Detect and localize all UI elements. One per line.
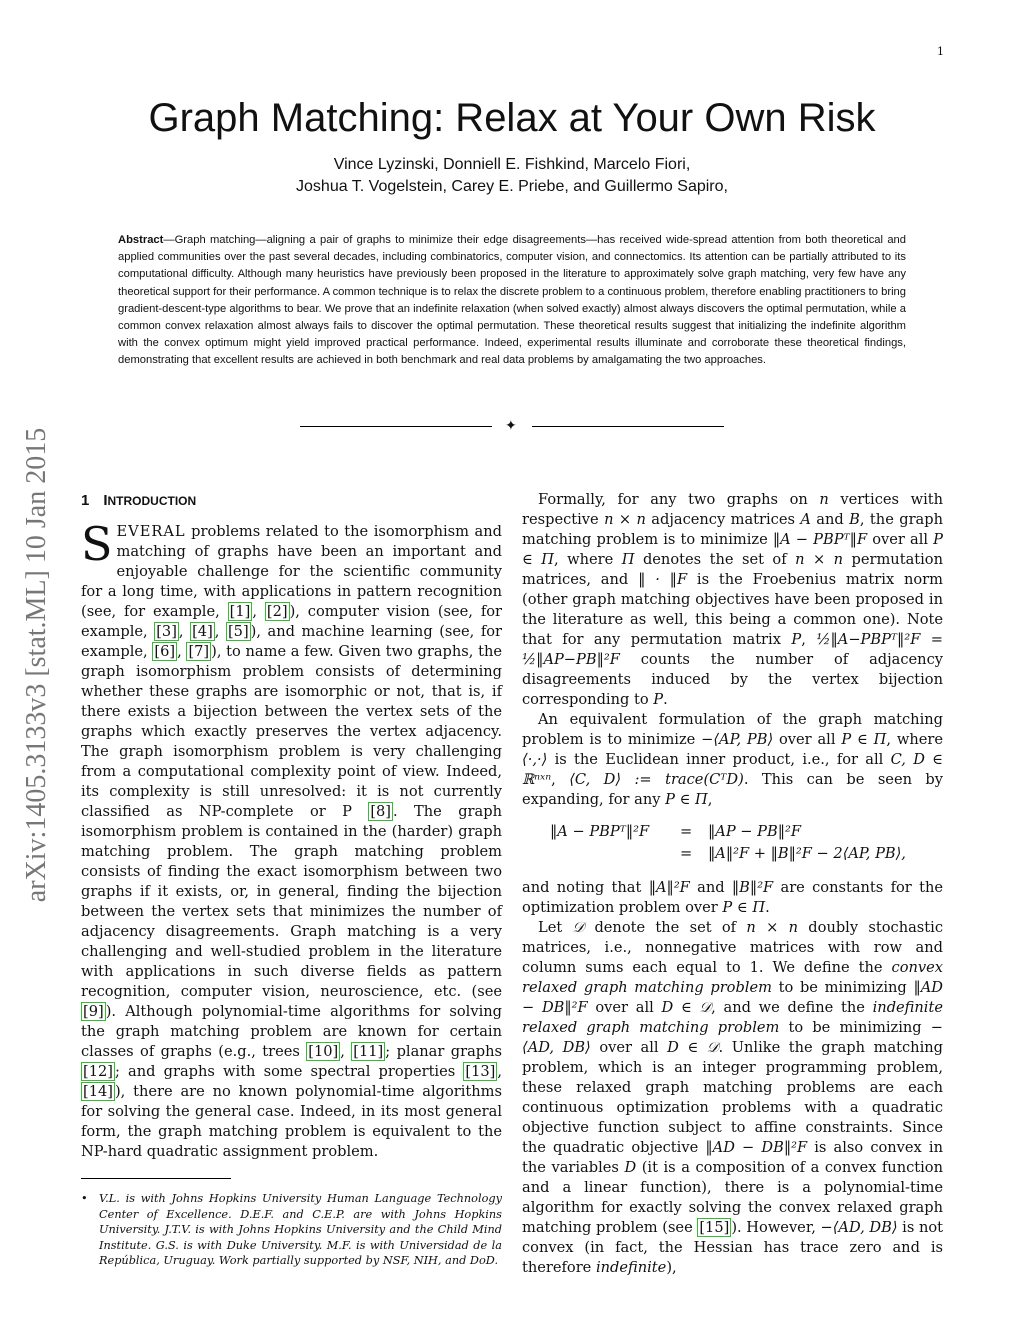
section-divider — [300, 417, 724, 437]
math-inline: P — [791, 631, 802, 648]
equivalent-formulation-paragraph — [522, 710, 943, 810]
text-run: . Unlike the graph matching problem, which is an integer programming problem, these relaxed graph matching problems are each continuous optimization problems with a quadratic objective function subject to affine constraints. Since the quadratic objective — [522, 1039, 943, 1156]
text-run: , — [707, 791, 713, 808]
divider-line-right — [532, 426, 724, 427]
equation-rhs-2: ‖A‖²F + ‖B‖²F − 2⟨AP, PB⟩, — [708, 845, 906, 862]
intro-paragraph: SEVERAL problems related to the isomorphism and matching of graphs have been an important and enjoyable challenge for the scientific community for a long time, with applications in pattern recognition (see, for example, [1] , [2] ), computer vision (see, for example, [3] , [4] , [5] ), and machine learning (see, for example, [6] , [7] ), to name a few. Given two graphs, the graph isomorphism problem consists of determining whether these graphs are isomorphic or not, that is, if there exists a bijection between the vertex sets of the graphs which exactly preserves the vertex adjacency. The graph isomorphism problem is very challenging from a computational complexity point of view. Indeed, its complexity is still unresolved: it is not currently classified as NP-complete or P [8] . The graph isomorphism problem is contained in the (harder) graph matching problem. The graph matching problem consists of finding the exact isomorphism between two graphs if it exists, or, in general, finding the bijection between the vertex sets that minimizes the number of adjacency disagreements. Graph matching is a very challenging and well-studied problem in the literature with applications in such diverse fields as pattern recognition, computer vision, neuroscience, etc. (see [9] ). Although polynomial-time algorithms for solving the graph matching problem are known for certain classes of graphs (e.g., trees [10] , [11] ; planar graphs [12] ; and graphs with some spectral properties [13] , [14] ), there are no known polynomial-time algorithms for solving the general case. Indeed, in its most general form, the graph matching problem is equivalent to the NP-hard quadratic assignment problem. — [81, 517, 503, 1160]
citation-link[interactable]: [9] — [83, 1003, 104, 1020]
relaxation-paragraph — [522, 918, 943, 1278]
math-inline: 𝒟 — [572, 919, 585, 936]
section-title-cap: I — [103, 492, 108, 509]
math-inline: D ∈ 𝒟 — [667, 1039, 719, 1056]
divider-diamond-icon: ✦ — [505, 418, 517, 434]
math-inline: −⟨AD, DB⟩ — [522, 1019, 943, 1056]
citation-link[interactable]: [3] — [156, 623, 177, 640]
text-run: permutation matrices, and — [522, 551, 943, 588]
math-inline: P ∈ Π — [522, 531, 943, 568]
text-run: . The graph isomorphism problem is contained in the (harder) graph matching problem. The graph matching problem consists of finding the exact isomorphism between two graphs if it exists, or, in general, finding the bijection between the vertex sets that minimizes the number of adjacency disagreements. Graph matching is a very challenging and well-studied problem in the literature with applications in such diverse fields as pattern recognition, computer vision, neuroscience, etc. (see — [81, 803, 502, 1000]
abstract-text: —Graph matching—aligning a pair of graphs to minimize their edge disagreements—has received wide-spread attention from both theoretical and applied communities over the past several decades, including combinatorics, computer vision, and connectomics. Its attention can be partially attributed to its computational difficulty. Although many heuristics have previously been proposed in the literature to approximately solve graph matching, very few have any theoretical support for their performance. A common technique is to relax the discrete problem to a continuous problem, therefore enabling practitioners to bring gradient-descent-type algorithms to bear. We prove that an indefinite relaxation (when solved exactly) almost always discovers the optimal permutation, while a common convex relaxation almost always fails to discover the optimal permutation. These theoretical results suggest that initializing the indefinite algorithm with the convex optimum might yield improved practical performance. Indeed, experimental results illuminate and corroborate these theoretical findings, demonstrating that excellent results are achieved in both benchmark and real data problems by amalgamating the two approaches. — [118, 234, 906, 367]
text-run: problems related to the isomorphism and matching of graphs have been an important and enjoyable challenge for the scientific community for a long time, with applications in pattern recognition (see, for example, — [81, 523, 502, 620]
text-run: doubly stochastic matrices, i.e., nonnegative matrices with row and column sums each equal to — [522, 919, 943, 976]
text-run: ), computer vision (see, for example, — [81, 603, 503, 640]
text-run: , — [551, 771, 570, 788]
text-run: and noting that — [522, 879, 649, 896]
emphasized-term: convex relaxed graph matching problem — [522, 959, 944, 996]
text-run: over all — [590, 1039, 668, 1056]
math-inline: ‖ · ‖F — [638, 571, 688, 588]
text-run: Let — [538, 919, 573, 936]
text-run: ). Although polynomial-time algorithms for solving the graph matching problem are known for certain classes of graphs (e.g., trees — [81, 1003, 502, 1060]
math-inline: ‖A − PBPᵀ‖F — [772, 531, 868, 548]
math-inline: ‖AD − DB‖²F — [522, 979, 943, 1016]
citation-link[interactable]: [7] — [188, 643, 210, 660]
dropcap-letter: S — [81, 517, 113, 571]
formal-definition-paragraph — [522, 490, 943, 710]
text-run: , where — [886, 731, 943, 748]
math-inline: −⟨AD, DB⟩ — [820, 1219, 898, 1236]
text-run: Formally, for any two graphs on — [538, 491, 820, 508]
text-run: . — [765, 899, 770, 916]
text-run: , where — [554, 551, 622, 568]
math-inline: C, D ∈ ℝⁿˣⁿ — [522, 751, 943, 788]
constants-paragraph — [522, 878, 943, 918]
section-number: 1 — [81, 492, 90, 509]
math-inline: ‖B‖²F — [731, 879, 774, 896]
text-run: An equivalent formulation of the graph matching problem is to minimize — [522, 711, 943, 748]
text-run: and — [689, 879, 732, 896]
right-column — [522, 490, 943, 1278]
text-run: is the Froebenius matrix norm (other graph matching objectives have been proposed in the literature as well, this being a common one). Note that for any permutation matrix — [522, 571, 943, 648]
citation-link[interactable]: [10] — [308, 1043, 339, 1060]
text-run: ). However, — [731, 1219, 821, 1236]
text-run: vertices with respective — [522, 491, 943, 528]
footnote-rule — [81, 1178, 231, 1179]
citation-link[interactable]: [11] — [353, 1043, 384, 1060]
text-run: over all — [773, 731, 842, 748]
citation-link[interactable]: [6] — [154, 643, 176, 660]
math-inline: ½‖A−PBPᵀ‖²F = ½‖AP−PB‖²F — [522, 631, 944, 668]
authors-line-2: Joshua T. Vogelstein, Carey E. Priebe, and Guillermo Sapiro, — [296, 178, 728, 195]
math-inline: n × n — [746, 919, 799, 936]
text-run: is not convex (in fact, the Hessian has trace zero and is therefore — [522, 1219, 944, 1276]
text-run: ; and graphs with some spectral properties — [114, 1063, 464, 1080]
authors — [0, 154, 1024, 198]
math-inline: P ∈ Π — [722, 899, 766, 916]
footnote-bullet: • — [81, 1192, 88, 1205]
text-run: ), to name a few. Given two graphs, the graph isomorphism problem consists of determining whether these graphs are isomorphic or not, that is, if there exists a bijection between the vertex sets of the graphs which exactly preserves the vertex adjacency. The graph isomorphism problem is very challenging from a computational complexity point of view. Indeed, its complexity is still unresolved: it is not currently classified as NP-complete or P — [81, 643, 502, 820]
math-inline: 1 — [749, 959, 759, 976]
section-heading-introduction — [81, 490, 502, 512]
affiliation-footnote — [81, 1191, 502, 1269]
display-equation — [522, 822, 943, 866]
math-inline: ‖AD − DB‖²F — [705, 1139, 808, 1156]
math-inline: Π — [621, 551, 635, 568]
text-run: over all — [587, 999, 662, 1016]
math-inline: n × n — [604, 511, 646, 528]
citation-link[interactable]: [12] — [83, 1063, 113, 1080]
text-run: denote the set of — [584, 919, 747, 936]
text-run: . — [663, 691, 668, 708]
text-run: ), and machine learning (see, for example, — [81, 623, 502, 660]
text-run: ; planar graphs — [385, 1043, 502, 1060]
text-run: is also convex in the variables — [522, 1139, 943, 1176]
text-run: over all — [867, 531, 934, 548]
first-word-rest: EVERAL — [116, 523, 186, 540]
citation-link[interactable]: [15] — [699, 1219, 730, 1236]
math-inline: D ∈ 𝒟 — [661, 999, 712, 1016]
paper-title: Graph Matching: Relax at Your Own Risk — [148, 96, 876, 140]
abstract — [118, 232, 906, 370]
text-run: ), there are no known polynomial-time algorithms for solving the general case. Indeed, in its most general form, the graph matching problem is equivalent to the NP-hard quadratic assignment problem. — [81, 1083, 502, 1160]
text-run: . This can be seen by expanding, for any — [522, 771, 944, 808]
text-run: is the Euclidean inner product, i.e., for all — [547, 751, 891, 768]
citation-link[interactable]: [13] — [465, 1063, 496, 1080]
text-run: to be minimizing — [779, 1019, 931, 1036]
math-inline: n — [819, 491, 829, 508]
authors-line-1: Vince Lyzinski, Donniell E. Fishkind, Marcelo Fiori, — [333, 156, 691, 173]
text-run: . We define the — [758, 959, 892, 976]
math-inline: P — [653, 691, 664, 708]
text-run: ), — [666, 1259, 677, 1276]
math-inline: A — [800, 511, 811, 528]
equation-equals-1: = — [680, 823, 693, 840]
arxiv-stamp[interactable] — [22, 365, 52, 965]
text-run: denotes the set of — [634, 551, 796, 568]
citation-link[interactable]: [8] — [370, 803, 392, 820]
equation-equals-2: = — [680, 845, 693, 862]
math-inline: P ∈ Π — [665, 791, 708, 808]
math-inline: ⟨·,·⟩ — [522, 751, 548, 768]
page-number: 1 — [937, 45, 944, 58]
section-title-rest: NTRODUCTION — [107, 494, 197, 508]
abstract-label: Abstract — [118, 234, 164, 246]
emphasized-term: indefinite — [595, 1259, 667, 1276]
math-inline: n × n — [795, 551, 844, 568]
citation-link[interactable]: [5] — [227, 623, 249, 640]
text-run: adjacency matrices — [645, 511, 801, 528]
equation-rhs-1: ‖AP − PB‖²F — [708, 823, 801, 840]
citation-link[interactable]: [1] — [229, 603, 251, 620]
text-run: to be minimizing — [771, 979, 914, 996]
citation-link[interactable]: [2] — [266, 603, 288, 620]
text-run: (it is a composition of a convex function and a linear function), there is a polynomial-time algorithm for exactly solving the convex relaxed graph matching problem (see — [522, 1159, 943, 1236]
arxiv-stamp-text: arXiv:1405.3133v3 [stat.ML] 10 Jan 2015 — [21, 427, 52, 903]
emphasized-term: indefinite relaxed graph matching problem — [522, 999, 943, 1036]
text-run: counts the number of adjacency disagreements induced by the vertex bijection corresponding to — [522, 651, 943, 708]
math-inline: ‖A‖²F — [648, 879, 690, 896]
math-inline: ⟨C, D⟩ := trace(CᵀD) — [569, 771, 744, 788]
math-inline: P ∈ Π — [841, 731, 887, 748]
left-column — [81, 490, 502, 1269]
equation-lhs: ‖A − PBPᵀ‖²F — [550, 823, 650, 840]
footnote-text: V.L. is with Johns Hopkins University Human Language Technology Center of Excellence. D.E.F. and C.E.P. are with Johns Hopkins University. J.T.V. is with Johns Hopkins University and the Child Mind Institute. G.S. is with Duke University. M.F. is with Universidad de la República, Uruguay. Work partially supported by NSF, NIH, and DoD. — [99, 1192, 502, 1268]
math-inline: B — [849, 511, 860, 528]
math-inline: −⟨AP, PB⟩ — [701, 731, 774, 748]
text-run: , and we define the — [711, 999, 873, 1016]
divider-line-left — [300, 426, 492, 427]
text-run: are constants for the optimization problem over — [522, 879, 943, 916]
math-inline: D — [624, 1159, 637, 1176]
citation-link[interactable]: [4] — [192, 623, 213, 640]
citation-link[interactable]: [14] — [83, 1083, 113, 1100]
text-run: , the graph matching problem is to minimize — [522, 511, 943, 548]
text-run: and — [810, 511, 850, 528]
text-run: , — [801, 631, 817, 648]
